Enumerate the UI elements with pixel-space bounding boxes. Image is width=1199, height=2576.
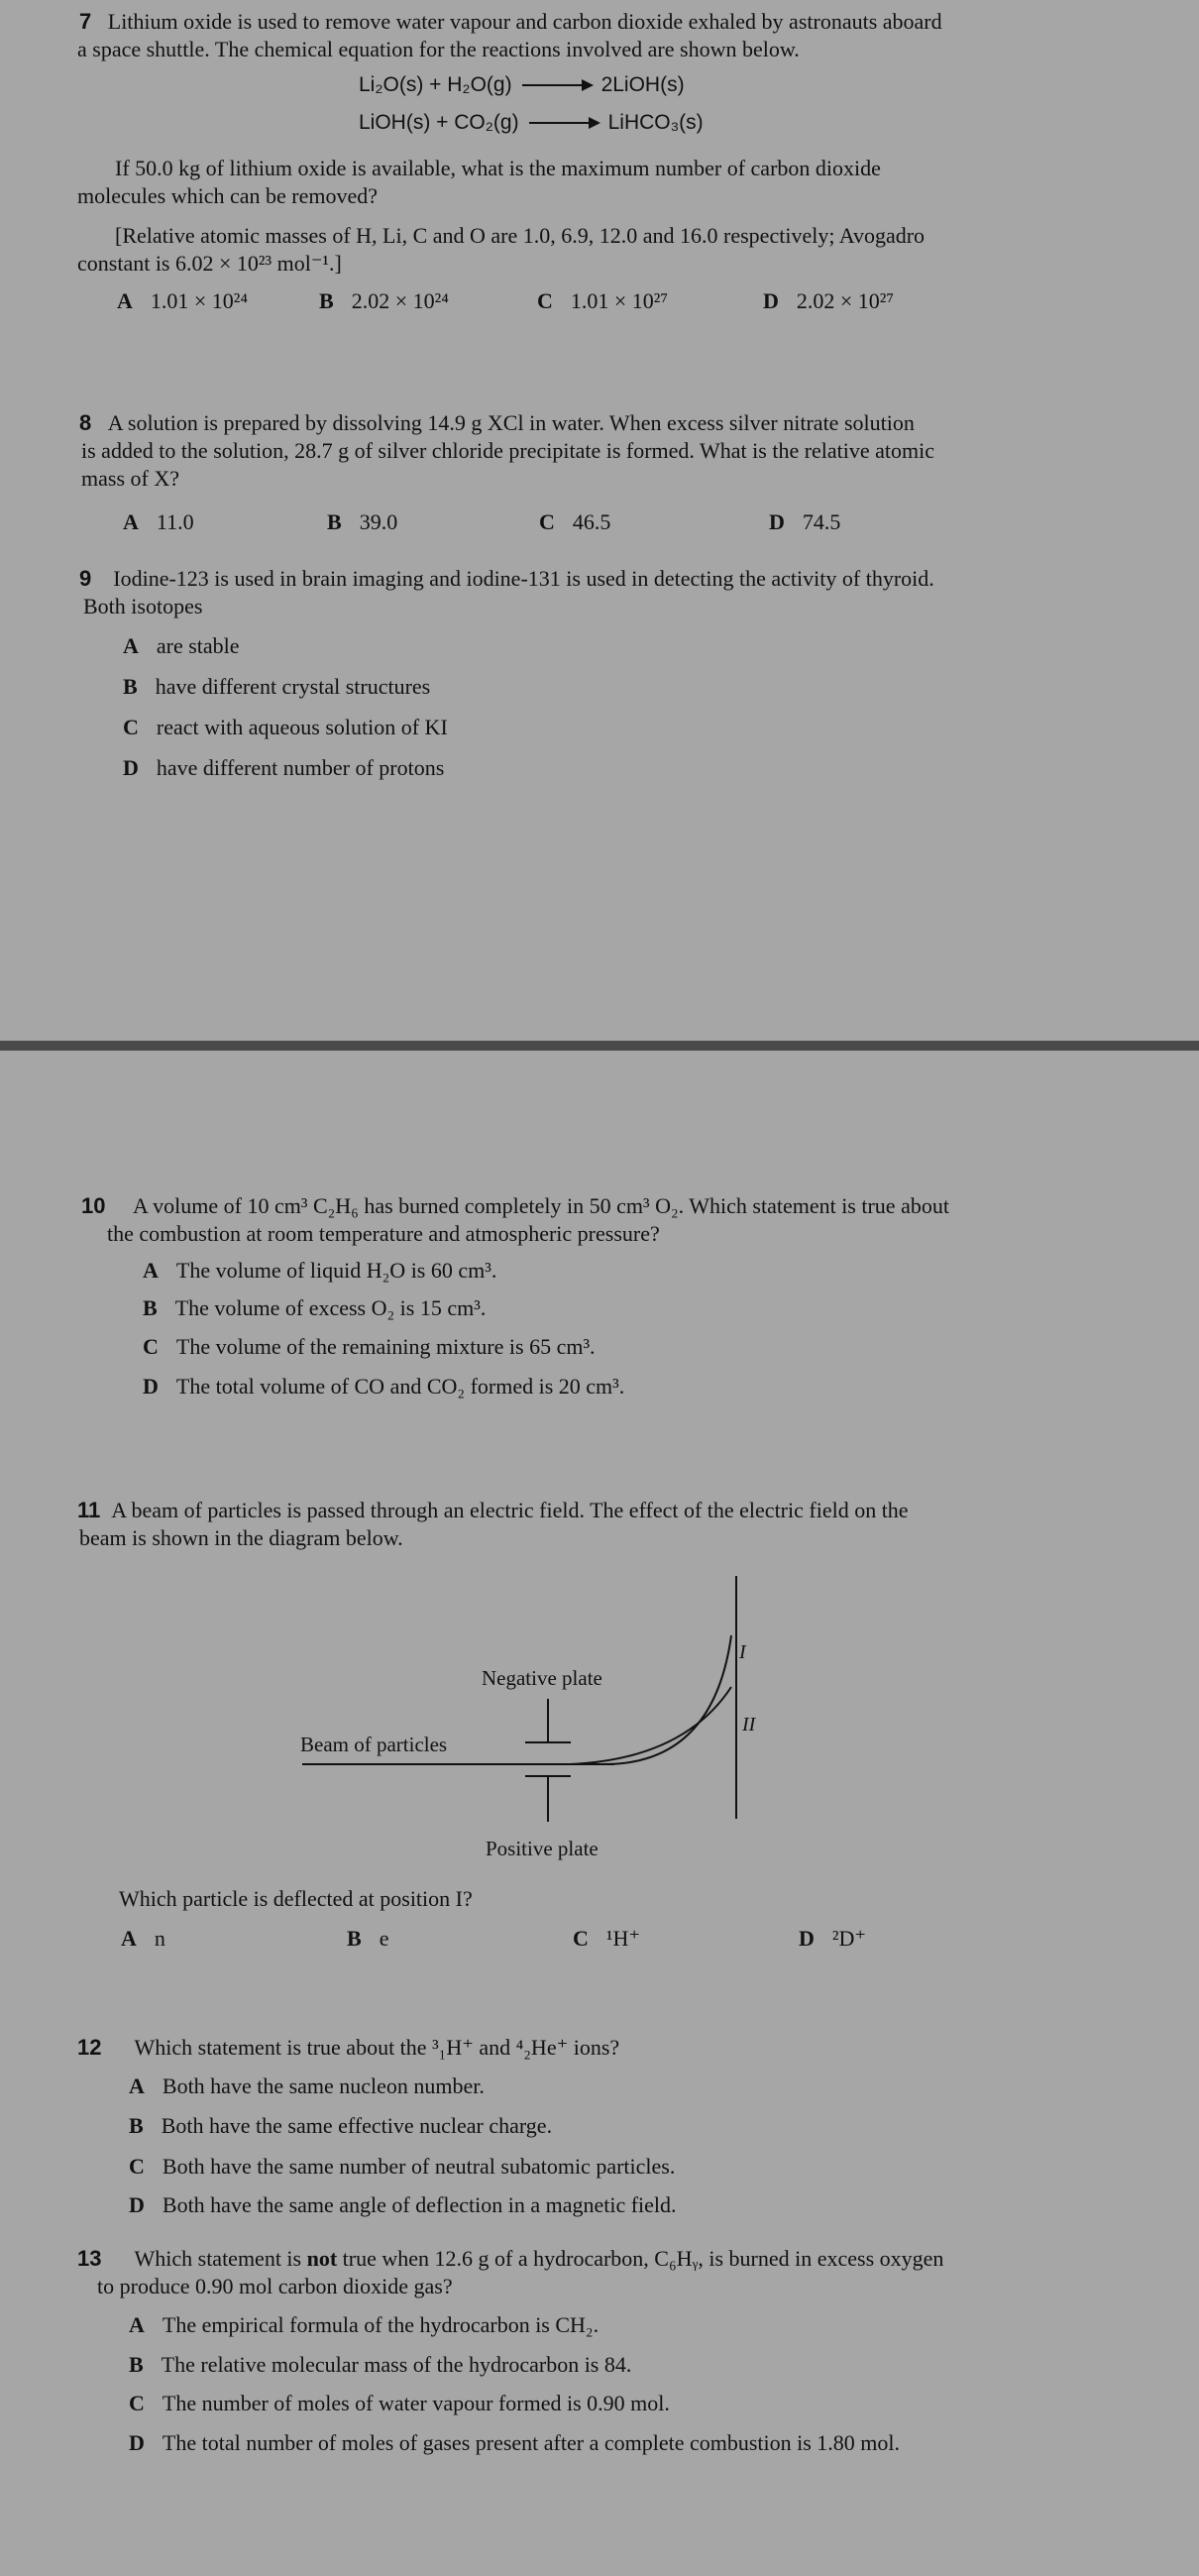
- electric-field-diagram: [0, 1566, 1199, 1883]
- q12-ion-2: ⁴₂He⁺: [515, 2035, 569, 2060]
- q8-option-a[interactable]: [123, 508, 194, 536]
- q7-equation-2: [359, 111, 704, 135]
- option-text: 2.02 × 10²⁴: [351, 288, 449, 313]
- option-text: 11.0: [156, 509, 194, 534]
- reaction-arrow-icon: [529, 122, 599, 124]
- option-letter: B: [327, 509, 342, 534]
- option-letter: C: [537, 288, 553, 313]
- q11-text-1: A beam of particles is passed through an electric field. The effect of the electric field on the: [111, 1498, 909, 1522]
- option-text: The total number of moles of gases present after a complete combustion is 1.80 mol.: [162, 2430, 901, 2455]
- option-text: The volume of the remaining mixture is 65 cm³.: [175, 1334, 596, 1359]
- option-text: 46.5: [572, 509, 611, 534]
- q10-option-d[interactable]: [143, 1373, 624, 1400]
- option-letter: C: [539, 509, 555, 534]
- option-letter: A: [117, 288, 133, 313]
- option-text: The volume of liquid H₂O is 60 cm³.: [175, 1258, 497, 1283]
- option-letter: A: [129, 2312, 145, 2337]
- position-1-label: I: [739, 1641, 746, 1663]
- option-text: Both have the same angle of deflection in a magnetic field.: [162, 2192, 677, 2217]
- q13-option-a[interactable]: [129, 2311, 599, 2339]
- option-text: Both have the same nucleon number.: [162, 2073, 485, 2098]
- option-text: n: [154, 1926, 165, 1951]
- option-letter: D: [769, 509, 785, 534]
- q12-line1: [77, 2034, 619, 2062]
- option-letter: B: [129, 2352, 144, 2377]
- q7-eq2-reactants: LiOH(s) + CO₂(g): [359, 111, 519, 134]
- q11-option-c[interactable]: [573, 1925, 640, 1953]
- option-text: Both have the same effective nuclear charge.: [161, 2113, 553, 2138]
- option-text: 2.02 × 10²⁷: [796, 288, 895, 313]
- q9-number: 9: [79, 566, 92, 591]
- q9-option-b[interactable]: [123, 673, 430, 701]
- q9-option-a[interactable]: [123, 632, 240, 660]
- q13-option-b[interactable]: [129, 2351, 631, 2379]
- option-text: 1.01 × 10²⁴: [150, 288, 249, 313]
- q13-number: 13: [77, 2246, 102, 2271]
- q7-eq1-products: 2LiOH(s): [600, 73, 685, 96]
- q7-eq1-reactants: Li₂O(s) + H₂O(g): [359, 73, 512, 96]
- option-letter: D: [799, 1926, 815, 1951]
- q7-line5: [Relative atomic masses of H, Li, C and O are 1.0, 6.9, 12.0 and 16.0 respectively; Avogadro: [115, 223, 926, 248]
- q7-option-c[interactable]: [537, 287, 668, 315]
- q10-line1: [81, 1192, 949, 1220]
- q9-line1: [79, 565, 934, 593]
- option-text: 39.0: [359, 509, 398, 534]
- q7-line1: [79, 8, 942, 36]
- option-letter: A: [129, 2073, 145, 2098]
- option-text: 1.01 × 10²⁷: [570, 288, 669, 313]
- option-letter: C: [129, 2391, 145, 2415]
- option-text: have different number of protons: [156, 755, 445, 780]
- q10-option-b[interactable]: [143, 1294, 486, 1322]
- option-text: The number of moles of water vapour formed is 0.90 mol.: [162, 2391, 670, 2415]
- q13-option-c[interactable]: [129, 2390, 670, 2417]
- option-letter: A: [123, 633, 139, 658]
- q9-option-d[interactable]: [123, 754, 444, 782]
- q11-option-d[interactable]: [799, 1925, 866, 1953]
- q7-line2: a space shuttle. The chemical equation for the reactions involved are shown below.: [77, 37, 800, 61]
- option-letter: A: [123, 509, 139, 534]
- q11-number: 11: [77, 1498, 101, 1522]
- q8-option-b[interactable]: [327, 508, 397, 536]
- option-letter: A: [121, 1926, 137, 1951]
- q12-stem-end: ions?: [573, 2035, 620, 2060]
- option-text: The total volume of CO and CO₂ formed is 20 cm³.: [175, 1374, 625, 1399]
- q12-option-a[interactable]: [129, 2072, 485, 2100]
- option-letter: C: [143, 1334, 159, 1359]
- q7-option-d[interactable]: [763, 287, 894, 315]
- q9-option-c[interactable]: [123, 714, 448, 741]
- q12-number: 12: [77, 2035, 102, 2060]
- option-text: ²D⁺: [831, 1926, 866, 1951]
- option-letter: C: [123, 715, 139, 739]
- beam-label: Beam of particles: [300, 1733, 448, 1756]
- q10-option-c[interactable]: [143, 1333, 596, 1361]
- q9-line2: Both isotopes: [83, 594, 203, 618]
- q7-eq2-products: LiHCO₃(s): [607, 111, 704, 134]
- option-letter: D: [123, 755, 139, 780]
- q10-option-a[interactable]: [143, 1257, 496, 1285]
- option-text: ¹H⁺: [605, 1926, 640, 1951]
- q12-option-b[interactable]: [129, 2112, 552, 2140]
- q11-line1: [77, 1497, 909, 1524]
- q12-option-c[interactable]: [129, 2153, 675, 2181]
- q10-line2: the combustion at room temperature and atmospheric pressure?: [107, 1221, 660, 1246]
- q7-option-b[interactable]: [319, 287, 449, 315]
- q7-number: 7: [79, 9, 92, 34]
- q8-line3: mass of X?: [81, 466, 179, 491]
- q11-line2: beam is shown in the diagram below.: [79, 1525, 403, 1550]
- option-text: e: [379, 1926, 389, 1951]
- q12-and: and: [479, 2035, 511, 2060]
- q8-line1: [79, 409, 915, 437]
- option-text: The empirical formula of the hydrocarbon is CH₂.: [162, 2312, 600, 2337]
- deflection-path-1: [604, 1635, 731, 1764]
- page-divider: [0, 1041, 1199, 1051]
- option-letter: B: [347, 1926, 362, 1951]
- q13-line2: to produce 0.90 mol carbon dioxide gas?: [97, 2274, 453, 2298]
- q11-option-a[interactable]: [121, 1925, 165, 1953]
- positive-plate-label: Positive plate: [486, 1837, 599, 1860]
- q7-line3: If 50.0 kg of lithium oxide is available, what is the maximum number of carbon dioxide: [115, 156, 881, 180]
- q9-text-1: Iodine-123 is used in brain imaging and iodine-131 is used in detecting the activity of thyroid.: [113, 566, 934, 591]
- option-letter: C: [573, 1926, 589, 1951]
- option-letter: B: [143, 1295, 158, 1320]
- option-letter: A: [143, 1258, 159, 1283]
- q7-option-a[interactable]: [117, 287, 248, 315]
- option-text: The volume of excess O₂ is 15 cm³.: [174, 1295, 487, 1320]
- option-letter: C: [129, 2154, 145, 2179]
- q8-text-1: A solution is prepared by dissolving 14.9 g XCl in water. When excess silver nitrate solution: [107, 410, 915, 435]
- q13-line1: [77, 2245, 943, 2273]
- q12-option-d[interactable]: [129, 2191, 677, 2219]
- q11-option-b[interactable]: [347, 1925, 388, 1953]
- option-text: react with aqueous solution of KI: [156, 715, 448, 739]
- q12-ion-1: ³₁H⁺: [432, 2035, 474, 2060]
- q13-text-1b: true when 12.6 g of a hydrocarbon, C₆Hᵧ, is burned in excess oxygen: [342, 2246, 944, 2271]
- position-2-label: II: [742, 1714, 756, 1736]
- q12-stem-start: Which statement is true about the: [134, 2035, 427, 2060]
- q7-equation-1: [359, 73, 685, 97]
- option-letter: B: [319, 288, 334, 313]
- reaction-arrow-icon: [522, 84, 592, 86]
- option-letter: D: [129, 2430, 145, 2455]
- q7-text-1: Lithium oxide is used to remove water vapour and carbon dioxide exhaled by astronauts aboard: [107, 9, 942, 34]
- option-letter: D: [129, 2192, 145, 2217]
- option-letter: B: [129, 2113, 144, 2138]
- q7-line4: molecules which can be removed?: [77, 183, 378, 208]
- option-text: 74.5: [802, 509, 841, 534]
- q13-not-emphasis: not: [306, 2246, 338, 2271]
- q13-option-d[interactable]: [129, 2429, 900, 2457]
- q10-text-1: A volume of 10 cm³ C₂H₆ has burned completely in 50 cm³ O₂. Which statement is true about: [132, 1193, 949, 1218]
- option-text: Both have the same number of neutral subatomic particles.: [162, 2154, 676, 2179]
- q7-line6: constant is 6.02 × 10²³ mol⁻¹.]: [77, 251, 342, 276]
- option-letter: B: [123, 674, 138, 699]
- q13-text-1a: Which statement is: [134, 2246, 302, 2271]
- q8-option-c[interactable]: [539, 508, 610, 536]
- q10-number: 10: [81, 1193, 106, 1218]
- option-letter: D: [763, 288, 779, 313]
- option-letter: D: [143, 1374, 159, 1399]
- q8-option-d[interactable]: [769, 508, 840, 536]
- option-text: are stable: [156, 633, 240, 658]
- negative-plate-label: Negative plate: [482, 1666, 602, 1690]
- option-text: The relative molecular mass of the hydrocarbon is 84.: [161, 2352, 632, 2377]
- q8-number: 8: [79, 410, 92, 435]
- deflection-path-2: [570, 1687, 731, 1764]
- q11-question: Which particle is deflected at position I?: [119, 1886, 473, 1911]
- q8-line2: is added to the solution, 28.7 g of silver chloride precipitate is formed. What is the relative atomic: [81, 438, 935, 463]
- option-text: have different crystal structures: [155, 674, 431, 699]
